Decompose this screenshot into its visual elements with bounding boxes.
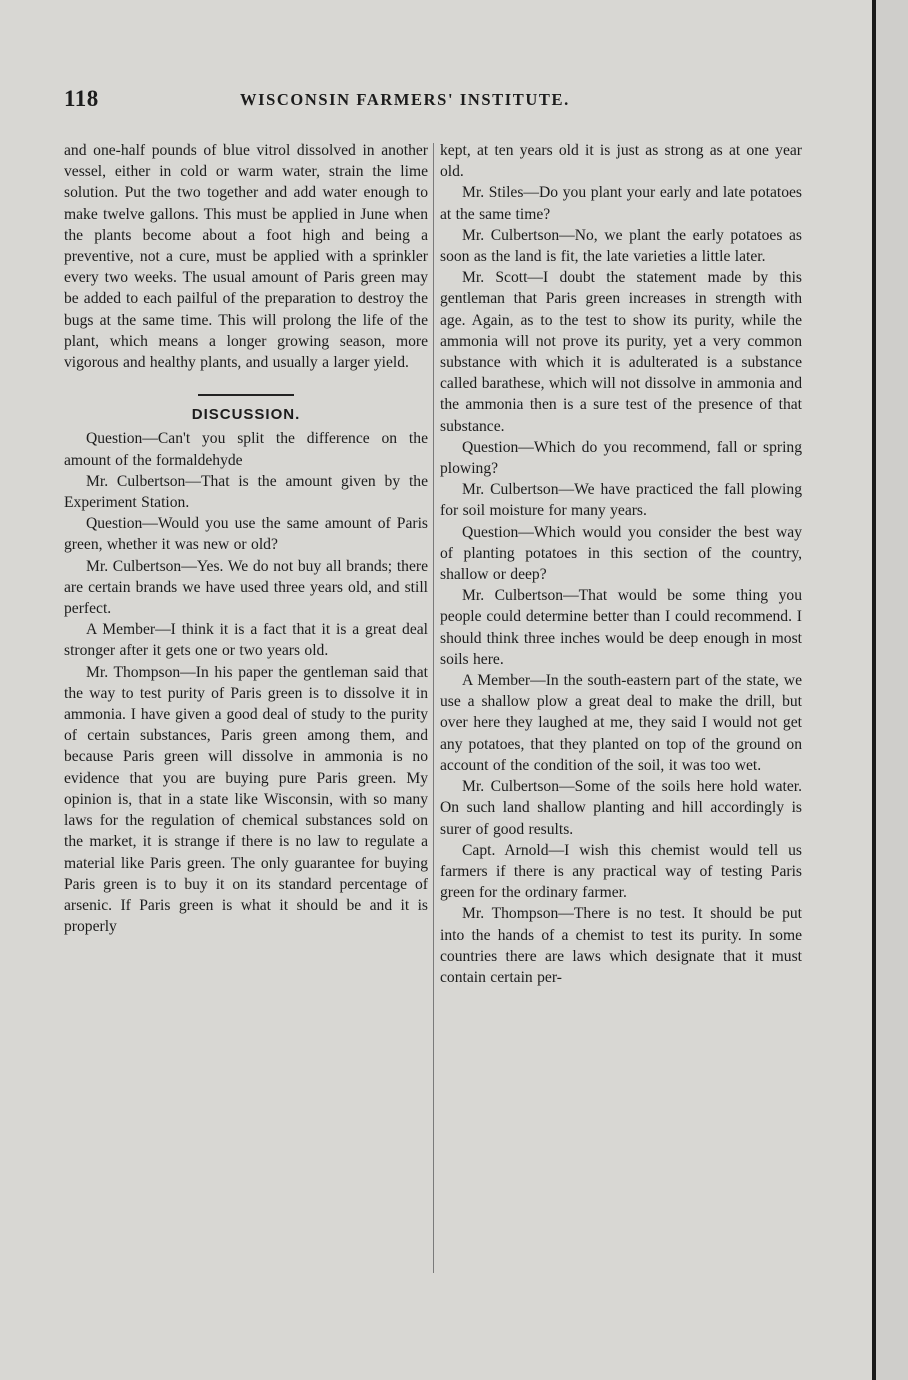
page-number: 118: [64, 86, 99, 111]
section-rule: [198, 394, 294, 396]
paragraph: A Member—I think it is a fact that it is a great deal stronger after it gets one or two years old.: [64, 621, 428, 660]
paragraph: Capt. Arnold—I wish this chemist would tell us farmers if there is any practical way of testing Paris green for the ordinary farmer.: [440, 841, 802, 902]
running-title: WISCONSIN FARMERS' INSTITUTE.: [240, 90, 570, 109]
paragraph: Mr. Thompson—There is no test. It should be put into the hands of a chemist to test its purity. In some countries there are laws which designate that it must contain certain per-: [440, 905, 802, 986]
column-divider: [433, 143, 434, 1273]
paragraph: Mr. Scott—I doubt the statement made by this gentleman that Paris green increases in strength with age. Again, as to the test to show its purity, while the ammonia will not prove its purity, yet a very common substance with which it is adulterated is a substance called barathese, which will not dissolve in ammonia and the ammonia then is a sure test of the presence of that substance.: [440, 269, 802, 435]
paragraph: Mr. Culbertson—We have practiced the fall plowing for soil moisture for many years.: [440, 481, 802, 520]
paragraph: Question—Which would you consider the best way of planting potatoes in this section of the country, shallow or deep?: [440, 523, 802, 584]
section-heading: DISCUSSION.: [191, 406, 301, 424]
left-column: [64, 140, 428, 937]
paragraph: Mr. Culbertson—Yes. We do not buy all brands; there are certain brands we have used three years old, and still perfect.: [64, 557, 428, 618]
paragraph: Mr. Culbertson—That is the amount given by the Experiment Station.: [64, 472, 428, 512]
paragraph: and one-half pounds of blue vitrol dissolved in another vessel, either in cold or warm water, strain the lime solution. Put the two together and add water enough to make twelve gallons. This must be applied in June when the plants become about a foot high and being a preventive, not a cure, must be applied with a sprinkler every two weeks. The usual amount of Paris green may be added to each pailful of the preparation to destroy the bugs at the same time. This will prolong the life of the plant, which means a longer growing season, more vigorous and healthy plants, and usually a larger yield.: [64, 142, 428, 372]
paragraph: Mr. Culbertson—Some of the soils here hold water. On such land shallow planting and hill accordingly is surer of good results.: [440, 778, 802, 838]
paragraph: Mr. Culbertson—That would be some thing you people could determine better than I could recommend. I should think three inches would be deep enough in most soils here.: [440, 587, 802, 668]
paragraph: kept, at ten years old it is just as strong as at one year old.: [440, 142, 802, 181]
paragraph: Mr. Thompson—In his paper the gentleman said that the way to test purity of Paris green is to dissolve it in ammonia. I have given a good deal of study to the purity of certain substances, Paris green among them, and because Paris green will dissolve in ammonia is no evidence that you are buying pure Paris green. My opinion is, that in a state like Wisconsin, with so many laws for the regulation of chemical substances sold on the market, it is strange if there is no law to regulate a material like Paris green. The only guarantee for buying Paris green is to buy it on its standard percentage of arsenic. If Paris green is what it should be and it is properly: [64, 663, 428, 936]
paragraph: A Member—In the south-eastern part of the state, we use a shallow plow a great deal to make the drill, but over here they laughed at me, they said I would not get any potatoes, that they planted on top of the ground on account of the condition of the soil, it was too wet.: [440, 672, 802, 774]
page-edge-margin: [876, 0, 908, 1380]
paragraph: Mr. Stiles—Do you plant your early and late potatoes at the same time?: [440, 184, 802, 223]
paragraph: Question—Which do you recommend, fall or spring plowing?: [440, 438, 802, 478]
paragraph: Question—Would you use the same amount of Paris green, whether it was new or old?: [64, 515, 428, 554]
page-header: [64, 86, 804, 116]
paragraph: Question—Can't you split the difference on the amount of the formaldehyde: [64, 430, 428, 469]
paragraph: Mr. Culbertson—No, we plant the early potatoes as soon as the land is fit, the late varieties a little later.: [440, 226, 802, 266]
right-column: [440, 140, 802, 988]
